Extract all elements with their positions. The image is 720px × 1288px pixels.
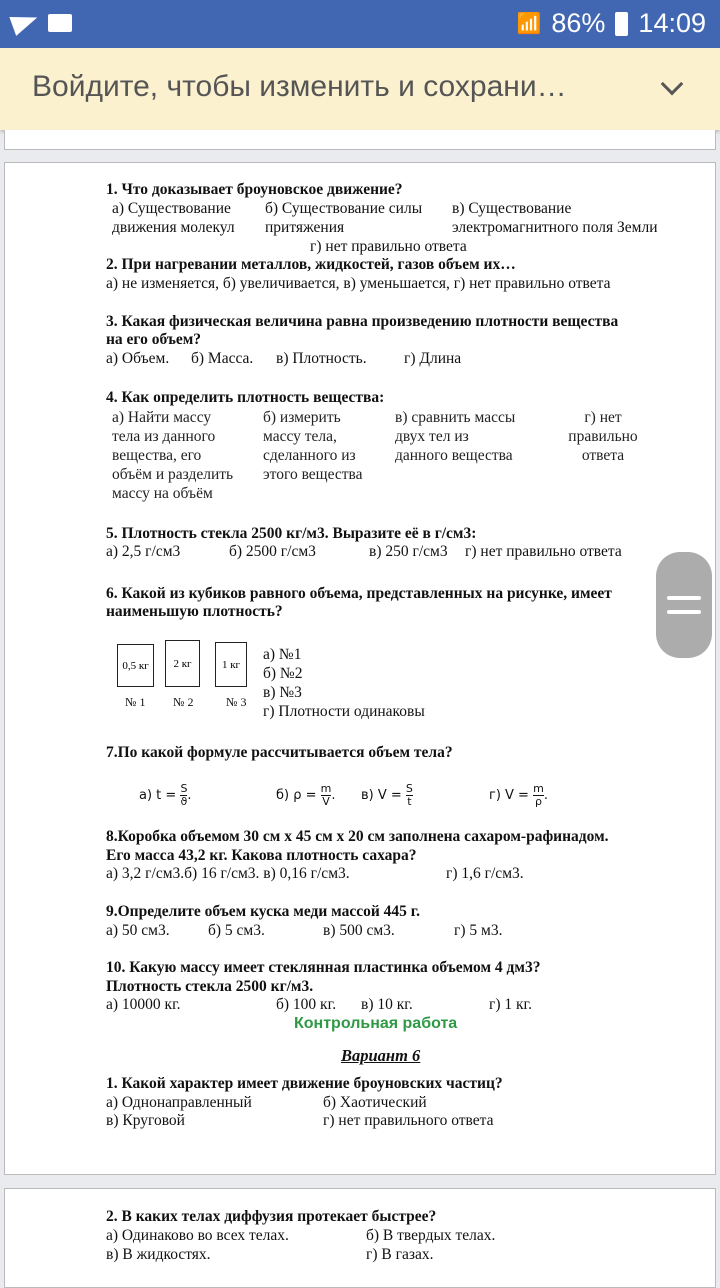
previous-page (4, 130, 716, 150)
chevron-down-icon[interactable] (661, 73, 684, 96)
formula-option: б) ρ = $\frac{m}{V}$ . (276, 782, 336, 809)
answer-option: в) 250 г/см3 (369, 543, 448, 560)
question-title: 2. При нагревании металлов, жидкостей, газов объем их… (106, 256, 516, 273)
answer-option: г) нет правильно ответа (310, 238, 467, 255)
cube-label: № 1 (125, 695, 146, 709)
cube-3: 1 кг (215, 642, 247, 687)
answer-option: а) Однонаправленный (106, 1094, 252, 1111)
section-heading: Контрольная работа (294, 1015, 458, 1032)
clock: 14:09 (638, 8, 706, 38)
answer-option: в) Плотность. (276, 350, 367, 367)
answer-option: г) нет правильно ответа (568, 409, 638, 464)
answer-option: б) 5 см3. (208, 922, 265, 939)
answer-option: в) 500 см3. (323, 922, 395, 939)
question-title: 9.Определите объем куска меди массой 445 г. (106, 903, 420, 920)
banner-text: Войдите, чтобы изменить и сохрани… (32, 70, 567, 103)
question-title: 5. Плотность стекла 2500 кг/м3. Выразите её в г/см3: (106, 525, 477, 542)
formula-option: г) V = $\frac{m}{\rho}$ . (489, 782, 548, 809)
answer-option: а) Существование (112, 200, 231, 217)
answer-option: г) В газах. (366, 1246, 434, 1263)
answer-option: г) нет правильно ответа (465, 543, 622, 560)
answer-option: а) 10000 кг. (106, 996, 181, 1013)
answer-option: электромагнитного поля Земли (452, 219, 658, 236)
battery-icon (615, 12, 628, 36)
answer-option: б) В твердых телах. (366, 1227, 496, 1244)
document-page-2 (4, 1188, 716, 1288)
question-title: на его объем? (106, 331, 202, 348)
status-bar (0, 0, 720, 48)
telegram-icon (9, 8, 40, 36)
wifi-icon: 📶 (516, 13, 542, 35)
sign-in-banner[interactable] (0, 48, 720, 130)
question-title: 7.По какой формуле рассчитывается объем тела? (106, 744, 453, 761)
answer-option: б) измерить массу тела, сделанного из этого вещества (263, 409, 363, 483)
answer-option: г) 1 кг. (489, 996, 533, 1013)
answer-option: а) 2,5 г/см3 (106, 543, 181, 560)
question-title: 10. Какую массу имеет стеклянная пластинка объемом 4 дм3? (106, 959, 541, 976)
answer-option: движения молекул (112, 219, 235, 236)
answer-option: а) Найти массу тела из данного вещества, его объём и разделить массу на объём (112, 409, 234, 502)
question-title: 1. Какой характер имеет движение броуновских частиц? (106, 1075, 503, 1092)
formula-option: а) t = $\frac{S}{ϑ}$ . (139, 782, 192, 809)
answer-option: г) 5 м3. (454, 922, 503, 939)
scroll-handle[interactable] (656, 552, 712, 658)
answer-option: б) Хаотический (323, 1094, 427, 1111)
answer-option: в) Существование (452, 200, 572, 217)
answer-option: б) №2 (263, 665, 303, 682)
answer-option: в) 10 кг. (361, 996, 413, 1013)
answer-option: г) нет правильного ответа (323, 1112, 494, 1129)
answer-options: а) не изменяется, б) увеличивается, в) уменьшается, г) нет правильно ответа (106, 275, 611, 292)
question-title: 3. Какая физическая величина равна произведению плотности вещества (106, 313, 619, 330)
battery-level: 86% (551, 8, 606, 38)
question-title: 6. Какой из кубиков равного объема, представленных на рисунке, имеет (106, 585, 612, 602)
answer-options: а) 3,2 г/см3.б) 16 г/см3. в) 0,16 г/см3. (106, 865, 350, 882)
answer-option: в) №3 (263, 684, 302, 701)
answer-option: в) сравнить массы двух тел из данного вещества (395, 409, 516, 464)
answer-option: в) В жидкостях. (106, 1246, 211, 1263)
answer-option: б) 100 кг. (276, 996, 337, 1013)
variant-heading: Вариант 6 (341, 1046, 421, 1065)
answer-option: б) Масса. (191, 350, 254, 367)
answer-option: г) Плотности одинаковы (263, 703, 425, 720)
answer-option: г) Длина (404, 350, 462, 367)
answer-option: в) Круговой (106, 1112, 185, 1129)
formula-option: в) V = $\frac{S}{t}$ (361, 782, 413, 809)
document-page-1 (4, 162, 716, 1175)
question-title: Плотность стекла 2500 кг/м3. (106, 978, 314, 995)
question-title: 2. В каких телах диффузия протекает быстрее? (106, 1208, 437, 1225)
answer-option: а) №1 (263, 646, 302, 663)
question-title: 4. Как определить плотность вещества: (106, 389, 385, 406)
question-title: Его масса 43,2 кг. Какова плотность сахара? (106, 847, 417, 864)
answer-option: а) 50 см3. (106, 922, 170, 939)
question-title: наименьшую плотность? (106, 603, 283, 620)
question-title: 8.Коробка объемом 30 см х 45 см х 20 см заполнена сахаром-рафинадом. (106, 828, 609, 845)
answer-option: притяжения (265, 219, 345, 236)
answer-option: а) Одинаково во всех телах. (106, 1227, 289, 1244)
question-title: 1. Что доказывает броуновское движение? (106, 181, 403, 198)
answer-option: а) Объем. (106, 350, 170, 367)
answer-option: б) Существование силы (265, 200, 423, 217)
answer-option: б) 2500 г/см3 (229, 543, 316, 560)
cube-label: № 2 (173, 695, 194, 709)
answer-option: г) 1,6 г/см3. (446, 865, 524, 882)
cube-label: № 3 (226, 695, 247, 709)
cube-1: 0,5 кг (117, 644, 154, 687)
folder-icon (48, 14, 72, 32)
cube-2: 2 кг (165, 640, 200, 687)
